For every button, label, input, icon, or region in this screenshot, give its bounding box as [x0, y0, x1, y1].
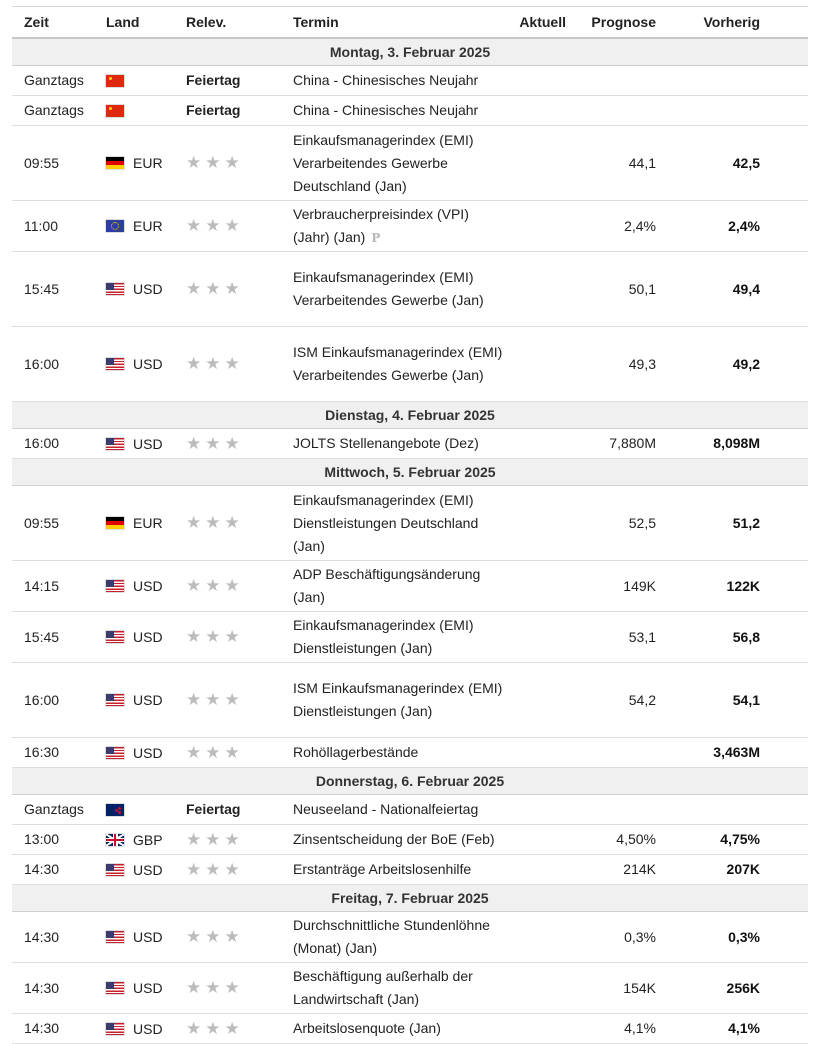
header-zeit[interactable]: Zeit [12, 7, 94, 39]
event-actual [507, 1014, 570, 1044]
relevance-stars-icon: ★★★ [186, 927, 244, 946]
event-title[interactable] [281, 963, 507, 1014]
event-previous: 54,1 [660, 663, 808, 738]
event-time: 15:45 [12, 612, 94, 663]
event-title-text[interactable]: Neuseeland - Nationalfeiertag [293, 801, 479, 817]
event-forecast [570, 795, 660, 825]
event-row[interactable] [12, 825, 808, 855]
event-relevance [174, 663, 281, 738]
header-land[interactable]: Land [94, 7, 174, 39]
day-header-row [12, 402, 808, 429]
event-actual [507, 429, 570, 459]
event-previous: 56,8 [660, 612, 808, 663]
relevance-stars-icon: ★★★ [186, 742, 244, 762]
event-relevance [174, 126, 281, 201]
event-relevance [174, 1014, 281, 1044]
header-aktuell[interactable]: Aktuell [507, 7, 570, 39]
event-time: 14:15 [12, 561, 94, 612]
event-title[interactable] [281, 912, 507, 963]
event-title[interactable] [281, 612, 507, 663]
event-title-text[interactable]: Arbeitslosenquote (Jan) [293, 1020, 441, 1036]
china-flag-icon [106, 75, 124, 87]
event-title-text[interactable]: China - Chinesisches Neujahr [293, 72, 479, 88]
event-title-text[interactable]: Einkaufsmanagerindex (EMI) Verarbeitendes Gewerbe Deutschland (Jan) [293, 131, 474, 194]
event-row[interactable] [12, 201, 808, 252]
event-row[interactable] [12, 1014, 808, 1044]
event-previous: 122K [660, 561, 808, 612]
usa-flag-icon [106, 747, 124, 759]
event-country [94, 912, 174, 963]
event-relevance [174, 252, 281, 327]
event-forecast [570, 96, 660, 126]
usa-flag-icon [106, 982, 124, 994]
event-title-text[interactable]: Einkaufsmanagerindex (EMI) Dienstleistungen (Jan) [293, 617, 474, 656]
uk-flag-icon [106, 834, 124, 846]
event-title-text[interactable]: JOLTS Stellenangebote (Dez) [293, 435, 479, 451]
event-time: 14:30 [12, 1014, 94, 1044]
relevance-stars-icon: ★★★ [186, 433, 244, 453]
event-relevance [174, 486, 281, 561]
day-label: Dienstag, 4. Februar 2025 [12, 402, 808, 429]
currency-code: USD [133, 928, 163, 945]
event-title[interactable] [281, 1014, 507, 1044]
event-time: 16:00 [12, 327, 94, 402]
event-time: Ganztags [12, 795, 94, 825]
event-previous: 4,1% [660, 1014, 808, 1044]
event-previous: 256K [660, 963, 808, 1014]
event-row[interactable] [12, 429, 808, 459]
relevance-stars-icon: ★★★ [186, 859, 244, 879]
event-title-text[interactable]: ADP Beschäftigungsänderung (Jan) [293, 566, 481, 605]
event-actual [507, 612, 570, 663]
event-title-text[interactable]: Rohöllagerbestände [293, 744, 419, 760]
event-title-text[interactable]: ISM Einkaufsmanagerindex (EMI) Verarbeitendes Gewerbe (Jan) [293, 344, 503, 383]
event-relevance [174, 429, 281, 459]
event-actual [507, 561, 570, 612]
event-row[interactable] [12, 795, 808, 825]
event-relevance [174, 855, 281, 885]
event-actual [507, 963, 570, 1014]
event-title-text[interactable]: Zinsentscheidung der BoE (Feb) [293, 831, 495, 847]
event-time: 09:55 [12, 126, 94, 201]
event-forecast: 2,4% [570, 201, 660, 252]
usa-flag-icon [106, 580, 124, 592]
event-row[interactable] [12, 663, 808, 738]
event-previous: 0,3% [660, 912, 808, 963]
event-time: 16:00 [12, 663, 94, 738]
event-title-text[interactable]: China - Chinesisches Neujahr [293, 102, 479, 118]
day-header-row [12, 38, 808, 66]
event-previous: 51,2 [660, 486, 808, 561]
event-relevance [174, 201, 281, 252]
event-forecast: 50,1 [570, 252, 660, 327]
usa-flag-icon [106, 358, 124, 370]
event-forecast: 54,2 [570, 663, 660, 738]
event-title-text[interactable]: Beschäftigung außerhalb der Landwirtschaft (Jan) [293, 968, 473, 1007]
day-header-row [12, 459, 808, 486]
currency-code: EUR [133, 514, 163, 531]
event-country [94, 612, 174, 663]
event-previous: 49,2 [660, 327, 808, 402]
currency-code: EUR [133, 154, 163, 171]
relevance-stars-icon: ★★★ [186, 216, 244, 235]
event-forecast: 4,50% [570, 825, 660, 855]
relevance-stars-icon: ★★★ [186, 627, 244, 646]
event-row[interactable] [12, 912, 808, 963]
event-actual [507, 663, 570, 738]
event-country [94, 963, 174, 1014]
event-row[interactable] [12, 252, 808, 327]
usa-flag-icon [106, 1023, 124, 1035]
event-actual [507, 912, 570, 963]
event-forecast: 44,1 [570, 126, 660, 201]
currency-code: USD [133, 979, 163, 996]
event-country [94, 1014, 174, 1044]
day-label: Mittwoch, 5. Februar 2025 [12, 459, 808, 486]
event-title[interactable] [281, 252, 507, 327]
event-time: 14:30 [12, 855, 94, 885]
header-relevanz[interactable]: Relev. [174, 7, 281, 39]
currency-code: USD [133, 744, 163, 761]
event-relevance [174, 561, 281, 612]
event-previous [660, 96, 808, 126]
event-previous: 2,4% [660, 201, 808, 252]
currency-code: USD [133, 435, 163, 452]
header-prognose[interactable]: Prognose [570, 7, 660, 39]
currency-code: EUR [133, 217, 163, 234]
event-forecast: 52,5 [570, 486, 660, 561]
relevance-stars-icon: ★★★ [186, 279, 244, 298]
event-title[interactable] [281, 66, 507, 96]
usa-flag-icon [106, 283, 124, 295]
event-actual [507, 825, 570, 855]
event-country [94, 96, 174, 126]
event-country [94, 327, 174, 402]
event-title[interactable] [281, 327, 507, 402]
event-row[interactable] [12, 327, 808, 402]
event-actual [507, 486, 570, 561]
event-row[interactable] [12, 855, 808, 885]
event-title[interactable] [281, 855, 507, 885]
event-time: 16:30 [12, 738, 94, 768]
event-time: 13:00 [12, 825, 94, 855]
event-forecast: 53,1 [570, 612, 660, 663]
event-country [94, 201, 174, 252]
event-previous: 42,5 [660, 126, 808, 201]
relevance-stars-icon: ★★★ [186, 513, 244, 532]
day-header-row [12, 768, 808, 795]
event-previous [660, 795, 808, 825]
day-label: Donnerstag, 6. Februar 2025 [12, 768, 808, 795]
event-title-text[interactable]: ISM Einkaufsmanagerindex (EMI) Dienstleistungen (Jan) [293, 680, 503, 719]
relevance-stars-icon: ★★★ [186, 153, 244, 172]
new-zealand-flag-icon [106, 804, 124, 816]
event-relevance [174, 963, 281, 1014]
event-title[interactable] [281, 825, 507, 855]
event-forecast [570, 66, 660, 96]
event-row[interactable] [12, 126, 808, 201]
header-vorherig[interactable]: Vorherig [660, 7, 808, 39]
event-actual [507, 738, 570, 768]
event-title[interactable] [281, 663, 507, 738]
event-row[interactable] [12, 561, 808, 612]
event-relevance: Feiertag [174, 66, 281, 96]
day-label: Montag, 3. Februar 2025 [12, 38, 808, 66]
event-row[interactable] [12, 963, 808, 1014]
event-relevance: Feiertag [174, 795, 281, 825]
event-previous: 4,75% [660, 825, 808, 855]
event-forecast: 214K [570, 855, 660, 885]
preliminary-badge: P [371, 230, 381, 245]
event-forecast [570, 738, 660, 768]
event-country [94, 738, 174, 768]
table-body [12, 38, 808, 1044]
event-country [94, 663, 174, 738]
event-time: Ganztags [12, 66, 94, 96]
event-forecast: 4,1% [570, 1014, 660, 1044]
event-previous [660, 66, 808, 96]
relevance-stars-icon: ★★★ [186, 354, 244, 373]
event-title-text[interactable]: Durchschnittliche Stundenlöhne (Monat) (Jan) [293, 917, 490, 956]
event-relevance [174, 912, 281, 963]
event-forecast: 0,3% [570, 912, 660, 963]
relevance-stars-icon: ★★★ [186, 576, 244, 595]
event-previous: 8,098M [660, 429, 808, 459]
relevance-stars-icon: ★★★ [186, 690, 244, 709]
event-title[interactable] [281, 795, 507, 825]
event-title-text[interactable]: Einkaufsmanagerindex (EMI) Verarbeitendes Gewerbe (Jan) [293, 269, 484, 308]
event-time: 11:00 [12, 201, 94, 252]
usa-flag-icon [106, 864, 124, 876]
calendar-table [12, 6, 808, 1044]
event-relevance [174, 738, 281, 768]
event-actual [507, 855, 570, 885]
event-country [94, 825, 174, 855]
currency-code: USD [133, 577, 163, 594]
event-time: 16:00 [12, 429, 94, 459]
eu-flag-icon [106, 220, 124, 232]
currency-code: USD [133, 628, 163, 645]
usa-flag-icon [106, 631, 124, 643]
event-actual [507, 327, 570, 402]
event-country [94, 126, 174, 201]
currency-code: USD [133, 691, 163, 708]
event-relevance [174, 825, 281, 855]
event-previous: 207K [660, 855, 808, 885]
event-country [94, 429, 174, 459]
event-actual [507, 96, 570, 126]
currency-code: USD [133, 355, 163, 372]
event-country [94, 252, 174, 327]
event-actual [507, 201, 570, 252]
event-title[interactable] [281, 429, 507, 459]
germany-flag-icon [106, 157, 124, 169]
table-header [12, 7, 808, 39]
event-row[interactable] [12, 66, 808, 96]
germany-flag-icon [106, 517, 124, 529]
event-country [94, 66, 174, 96]
economic-calendar [12, 6, 808, 1044]
event-actual [507, 66, 570, 96]
event-time: Ganztags [12, 96, 94, 126]
event-country [94, 486, 174, 561]
event-country [94, 855, 174, 885]
event-forecast: 149K [570, 561, 660, 612]
event-forecast: 7,880M [570, 429, 660, 459]
event-title[interactable] [281, 126, 507, 201]
usa-flag-icon [106, 694, 124, 706]
event-actual [507, 126, 570, 201]
event-title[interactable] [281, 201, 507, 252]
event-title[interactable] [281, 738, 507, 768]
event-relevance [174, 327, 281, 402]
currency-code: GBP [133, 831, 163, 848]
event-time: 09:55 [12, 486, 94, 561]
event-country [94, 561, 174, 612]
event-row[interactable] [12, 612, 808, 663]
day-header-row [12, 885, 808, 912]
event-time: 15:45 [12, 252, 94, 327]
china-flag-icon [106, 105, 124, 117]
event-forecast: 154K [570, 963, 660, 1014]
event-row[interactable] [12, 738, 808, 768]
currency-code: USD [133, 280, 163, 297]
event-time: 14:30 [12, 963, 94, 1014]
event-title[interactable] [281, 486, 507, 561]
currency-code: USD [133, 861, 163, 878]
event-title[interactable] [281, 96, 507, 126]
event-relevance: Feiertag [174, 96, 281, 126]
event-title-text[interactable]: Verbraucherpreisindex (VPI) (Jahr) (Jan) [293, 205, 469, 245]
event-relevance [174, 612, 281, 663]
event-previous: 49,4 [660, 252, 808, 327]
header-termin[interactable]: Termin [281, 7, 507, 39]
relevance-stars-icon: ★★★ [186, 1018, 244, 1038]
usa-flag-icon [106, 931, 124, 943]
event-time: 14:30 [12, 912, 94, 963]
relevance-stars-icon: ★★★ [186, 829, 244, 849]
event-country [94, 795, 174, 825]
event-forecast: 49,3 [570, 327, 660, 402]
event-row[interactable] [12, 486, 808, 561]
relevance-stars-icon: ★★★ [186, 978, 244, 997]
event-row[interactable] [12, 96, 808, 126]
event-actual [507, 795, 570, 825]
event-previous: 3,463M [660, 738, 808, 768]
event-title-text[interactable]: Erstanträge Arbeitslosenhilfe [293, 861, 472, 877]
event-title-text[interactable]: Einkaufsmanagerindex (EMI) Dienstleistungen Deutschland (Jan) [293, 491, 479, 554]
event-actual [507, 252, 570, 327]
event-title[interactable] [281, 561, 507, 612]
currency-code: USD [133, 1020, 163, 1037]
day-label: Freitag, 7. Februar 2025 [12, 885, 808, 912]
usa-flag-icon [106, 438, 124, 450]
